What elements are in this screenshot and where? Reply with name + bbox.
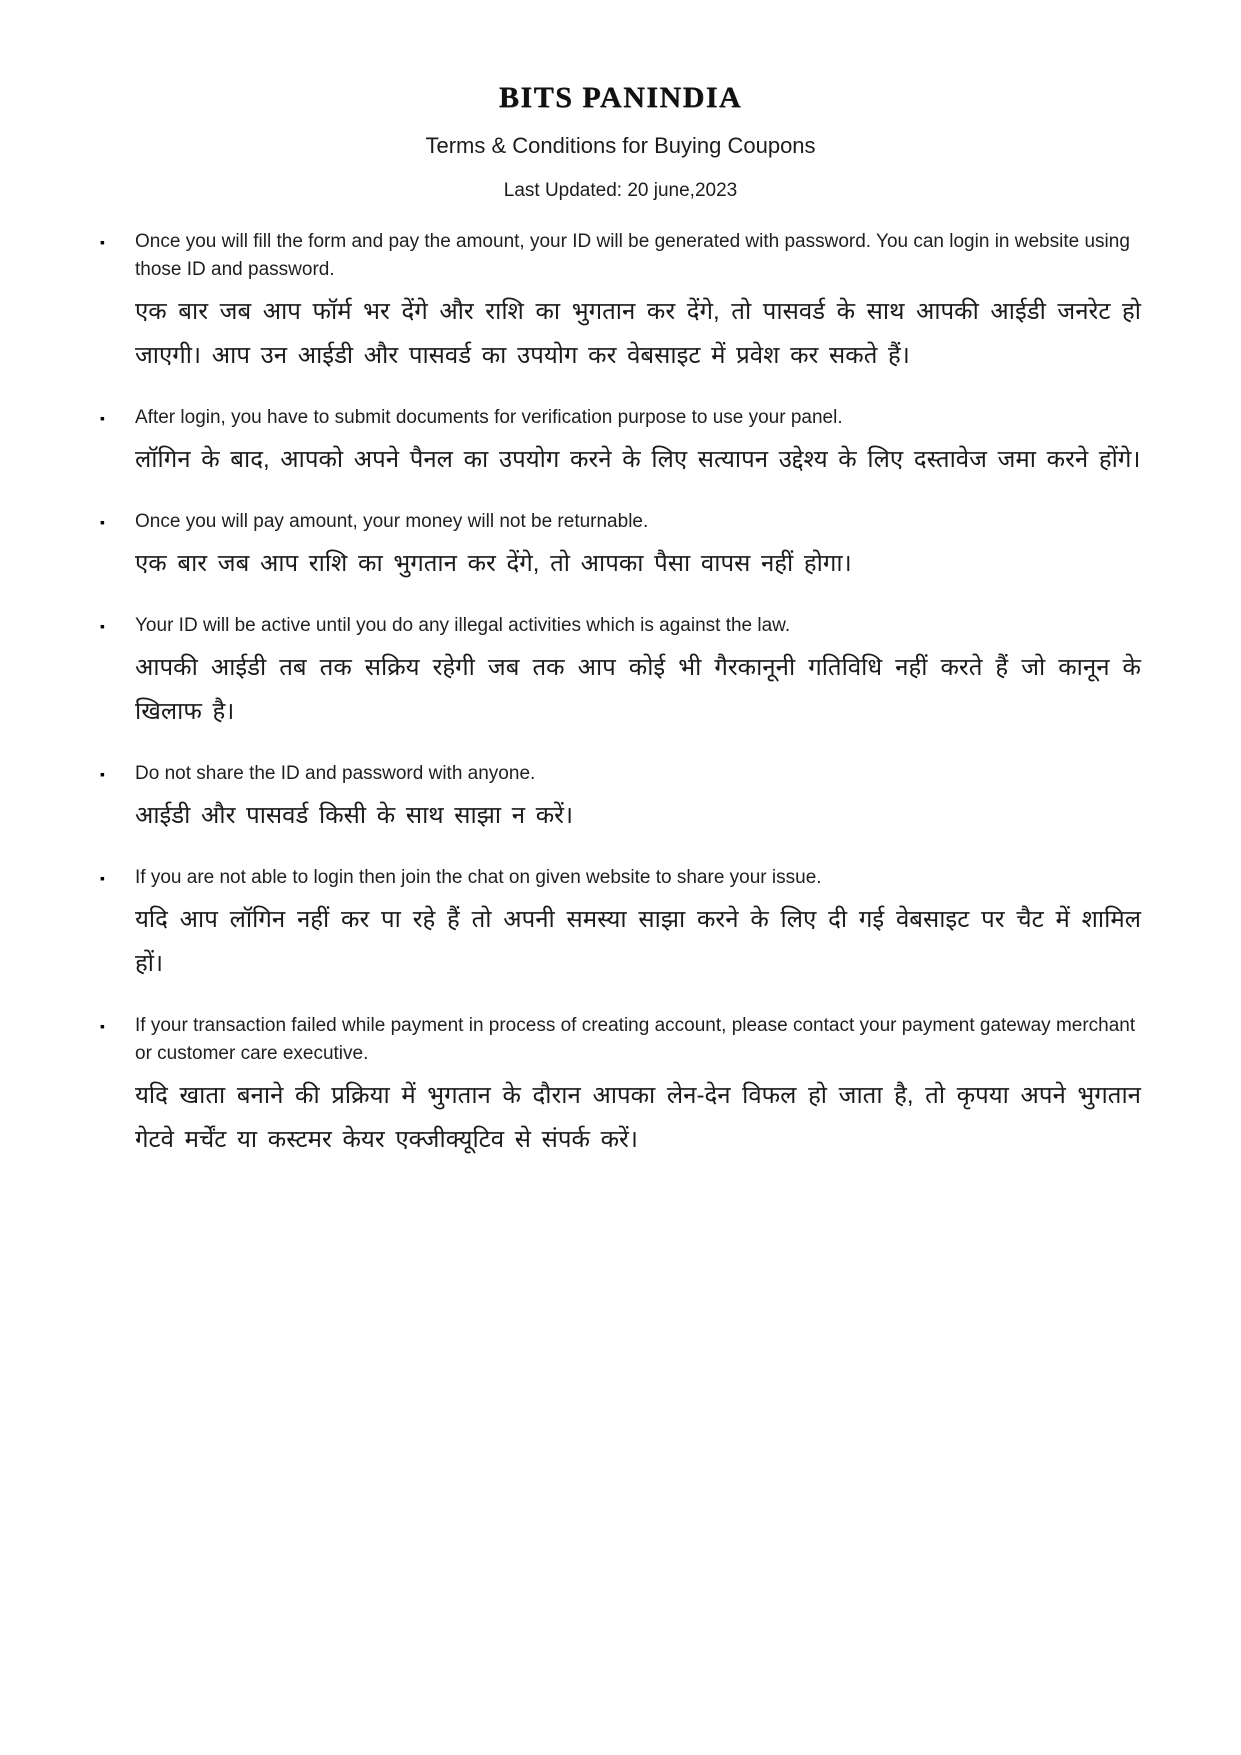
term-hindi: आपकी आईडी तब तक सक्रिय रहेगी जब तक आप कोई भी गैरकानूनी गतिविधि नहीं करते हैं जो कानून के खिलाफ है।	[135, 654, 1141, 725]
page-title: BITS PANINDIA	[498, 81, 743, 114]
term-item	[0, 404, 1241, 482]
term-text	[135, 612, 1141, 734]
term-english: Do not share the ID and password with anyone.	[135, 763, 536, 784]
term-english: If your transaction failed while payment in process of creating account, please contact your payment gateway merchant or customer care executive.	[135, 1015, 1136, 1064]
term-english: If you are not able to login then join the chat on given website to share your issue.	[135, 867, 822, 888]
term-hindi: लॉगिन के बाद, आपको अपने पैनल का उपयोग करने के लिए सत्यापन उद्देश्य के लिए दस्तावेज जमा करने होंगे।	[135, 446, 1141, 473]
bullet-square-icon: ▪	[100, 234, 105, 250]
term-hindi: आईडी और पासवर्ड किसी के साथ साझा न करें।	[135, 802, 574, 829]
term-english: Once you will fill the form and pay the amount, your ID will be generated with password. You can login in website using those ID and password.	[135, 231, 1130, 280]
term-text	[135, 760, 1141, 838]
term-item	[0, 612, 1241, 734]
term-text	[135, 508, 1141, 586]
terms-list	[0, 228, 1241, 1162]
bullet-square-icon: ▪	[100, 766, 105, 782]
term-text	[135, 404, 1141, 482]
term-item	[0, 228, 1241, 378]
last-updated-text: Last Updated: 20 june,2023	[503, 180, 738, 201]
term-item	[0, 864, 1241, 986]
term-text	[135, 1012, 1141, 1162]
term-hindi: एक बार जब आप राशि का भुगतान कर देंगे, तो आपका पैसा वापस नहीं होगा।	[135, 550, 852, 577]
term-item	[0, 508, 1241, 586]
term-hindi: एक बार जब आप फॉर्म भर देंगे और राशि का भुगतान कर देंगे, तो पासवर्ड के साथ आपकी आईडी जनरेट हो जाएगी। आप उन आईडी और पासवर्ड का उपयोग कर वेबसाइट में प्रवेश कर सकते हैं।	[135, 298, 1141, 369]
term-item	[0, 1012, 1241, 1162]
term-hindi: यदि खाता बनाने की प्रक्रिया में भुगतान के दौरान आपका लेन-देन विफल हो जाता है, तो कृपया अपने भुगतान गेटवे मर्चेंट या कस्टमर केयर एक्जीक्यूटिव से संपर्क करें।	[135, 1082, 1141, 1153]
bullet-square-icon: ▪	[100, 618, 105, 634]
bullet-square-icon: ▪	[100, 514, 105, 530]
bullet-square-icon: ▪	[100, 410, 105, 426]
term-item	[0, 760, 1241, 838]
term-english: After login, you have to submit documents for verification purpose to use your panel.	[135, 407, 843, 428]
term-hindi: यदि आप लॉगिन नहीं कर पा रहे हैं तो अपनी समस्या साझा करने के लिए दी गई वेबसाइट पर चैट में शामिल हों।	[135, 906, 1141, 977]
term-english: Once you will pay amount, your money will not be returnable.	[135, 511, 649, 532]
term-text	[135, 228, 1141, 378]
bullet-square-icon: ▪	[100, 870, 105, 886]
page-subtitle: Terms & Conditions for Buying Coupons	[425, 133, 816, 158]
term-english: Your ID will be active until you do any illegal activities which is against the law.	[135, 615, 791, 636]
bullet-square-icon: ▪	[100, 1018, 105, 1034]
document-header	[0, 0, 1241, 202]
term-text	[135, 864, 1141, 986]
